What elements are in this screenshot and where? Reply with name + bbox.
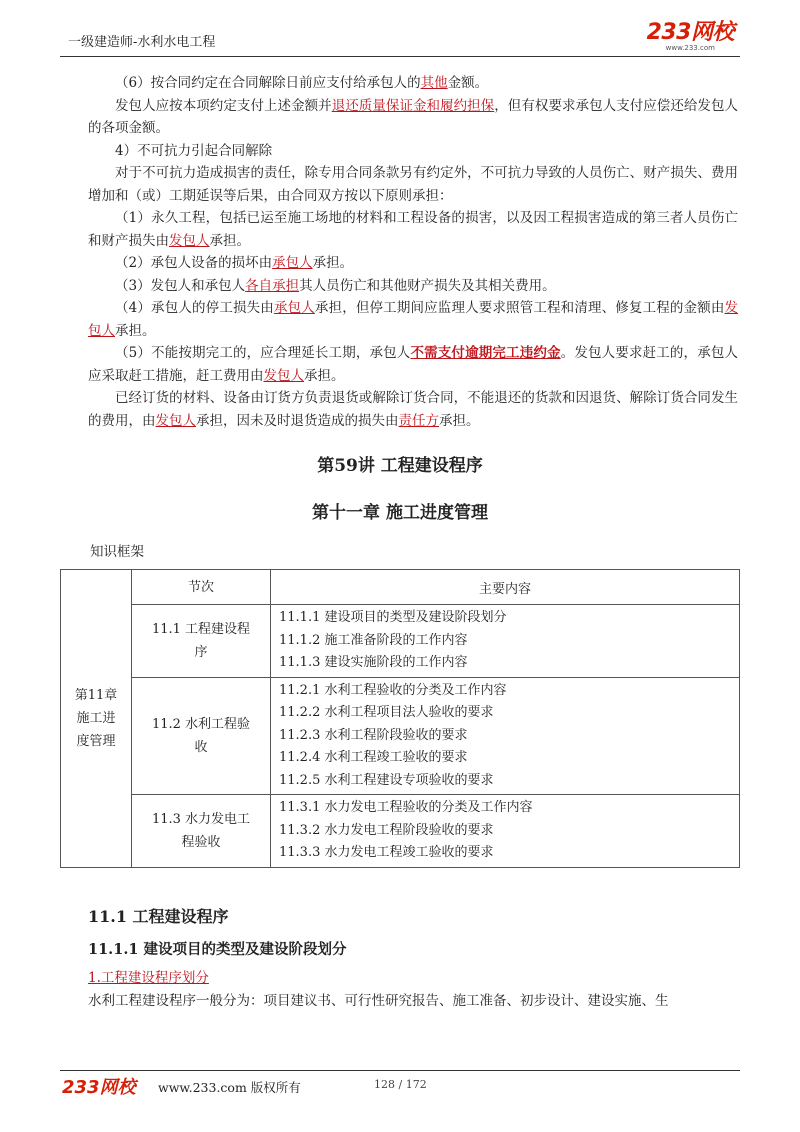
highlight: 承包人 — [272, 255, 313, 271]
logo-text: 233网校 — [646, 20, 734, 45]
footer-copyright: www.233.com 版权所有 — [158, 1080, 301, 1095]
paragraph-9: （5）不能按期完工的，应合理延长工期，承包人不需支付逾期完工违约金。发包人要求赶工的，承包人应采取赶工措施，赶工费用由发包人承担。 — [88, 345, 739, 384]
list-item: 11.2.3 水利工程阶段验收的要求 — [279, 727, 468, 743]
subsection-heading: 11.1.1 建设项目的类型及建设阶段划分 — [88, 941, 347, 958]
paragraph-6: （2）承包人设备的损坏由承包人承担。 — [115, 255, 354, 271]
page-footer — [60, 1070, 740, 1097]
knowledge-framework-table — [60, 569, 740, 868]
paragraph-1: （6）按合同约定在合同解除日前应支付给承包人的其他金额。 — [115, 75, 489, 91]
highlight: 其他 — [420, 75, 448, 91]
list-item: 11.2.4 水利工程竣工验收的要求 — [279, 750, 468, 765]
highlight: 不需支付逾期完工违约金 — [410, 345, 561, 361]
list-item: 11.1.2 施工准备阶段的工作内容 — [279, 632, 468, 648]
highlight: 发包人 — [169, 232, 210, 249]
list-item: 11.3.2 水力发电工程阶段验收的要求 — [279, 822, 494, 838]
body-text — [88, 72, 738, 432]
paragraph-4: 对于不可抗力造成损害的责任，除专用合同条款另有约定外，不可抗力导致的人员伤亡、财产损失、费用增加和（或）工期延误等后果，由合同双方按以下原则承担： — [88, 165, 738, 204]
section-items — [271, 795, 740, 868]
highlight: 各自承担 — [245, 277, 300, 294]
paragraph-2: 发包人应按本项约定支付上述金额并退还质量保证金和履约担保，但有权要求承包人支付应偿还给发包人的各项金额。 — [88, 97, 739, 136]
highlight: 责任方 — [398, 412, 439, 429]
table-header-row — [61, 570, 740, 605]
paragraph-last: 水利工程建设程序一般分为：项目建议书、可行性研究报告、施工准备、初步设计、建设实施、生 — [88, 993, 669, 1009]
logo-url: www.233.com — [665, 44, 715, 52]
table-row — [61, 605, 740, 678]
list-item: 11.1.1 建设项目的类型及建设阶段划分 — [279, 610, 507, 625]
brand-logo — [647, 22, 734, 52]
page-number: 128 / 172 — [374, 1078, 427, 1091]
chapter-cell: 第11章 施工进 度管理 — [61, 570, 132, 868]
paragraph-7: （3）发包人和承包人各自承担其人员伤亡和其他财产损失及其相关费用。 — [115, 277, 556, 294]
header-title: 一级建造师-水利水电工程 — [68, 35, 216, 50]
section-items — [271, 605, 740, 678]
section-name: 11.2 水利工程验 收 — [132, 677, 271, 795]
column-header-content: 主要内容 — [271, 570, 740, 605]
table-row — [61, 677, 740, 795]
footer-logo: 233网校 — [62, 1077, 136, 1098]
highlight: 承包人 — [273, 300, 315, 316]
section-items — [271, 677, 740, 795]
topic-heading: 1.工程建设程序划分 — [88, 970, 209, 986]
list-item: 11.2.1 水利工程验收的分类及工作内容 — [279, 682, 507, 698]
list-item: 11.3.3 水力发电工程竣工验收的要求 — [279, 845, 494, 860]
list-item: 11.3.1 水力发电工程验收的分类及工作内容 — [279, 800, 533, 815]
chapter-title: 第十一章 施工进度管理 — [312, 503, 488, 523]
list-item: 11.2.5 水利工程建设专项验收的要求 — [279, 772, 494, 788]
paragraph-5: （1）永久工程，包括已运至施工场地的材料和工程设备的损害，以及因工程损害造成的第三者人员伤亡和财产损失由发包人承担。 — [88, 210, 738, 249]
paragraph-10: 已经订货的材料、设备由订货方负责退货或解除订货合同，不能退还的货款和因退货、解除订货合同发生的费用，由发包人承担，因未及时退货造成的损失由责任方承担。 — [88, 390, 738, 429]
list-item: 11.1.3 建设实施阶段的工作内容 — [279, 655, 468, 670]
table-row — [61, 795, 740, 868]
paragraph-8: （4）承包人的停工损失由承包人承担，但停工期间应监理人要求照管工程和清理、修复工程的金额由发包人承担。 — [88, 300, 739, 339]
framework-label: 知识框架 — [90, 544, 144, 560]
column-header-section: 节次 — [132, 570, 271, 605]
section-name: 11.1 工程建设程 序 — [132, 605, 271, 678]
highlight: 退还质量保证金和履约担保 — [331, 97, 495, 114]
list-item: 11.2.2 水利工程项目法人验收的要求 — [279, 705, 494, 720]
section-heading: 11.1 工程建设程序 — [88, 907, 229, 926]
paragraph-3: 4）不可抗力引起合同解除 — [115, 142, 273, 159]
highlight: 发包人 — [155, 412, 196, 429]
page-header — [60, 22, 740, 57]
lecture-title: 第59讲 工程建设程序 — [317, 456, 483, 476]
section-name: 11.3 水力发电工 程验收 — [132, 795, 271, 868]
highlight: 发包人 — [88, 300, 739, 339]
highlight: 发包人 — [263, 367, 304, 384]
